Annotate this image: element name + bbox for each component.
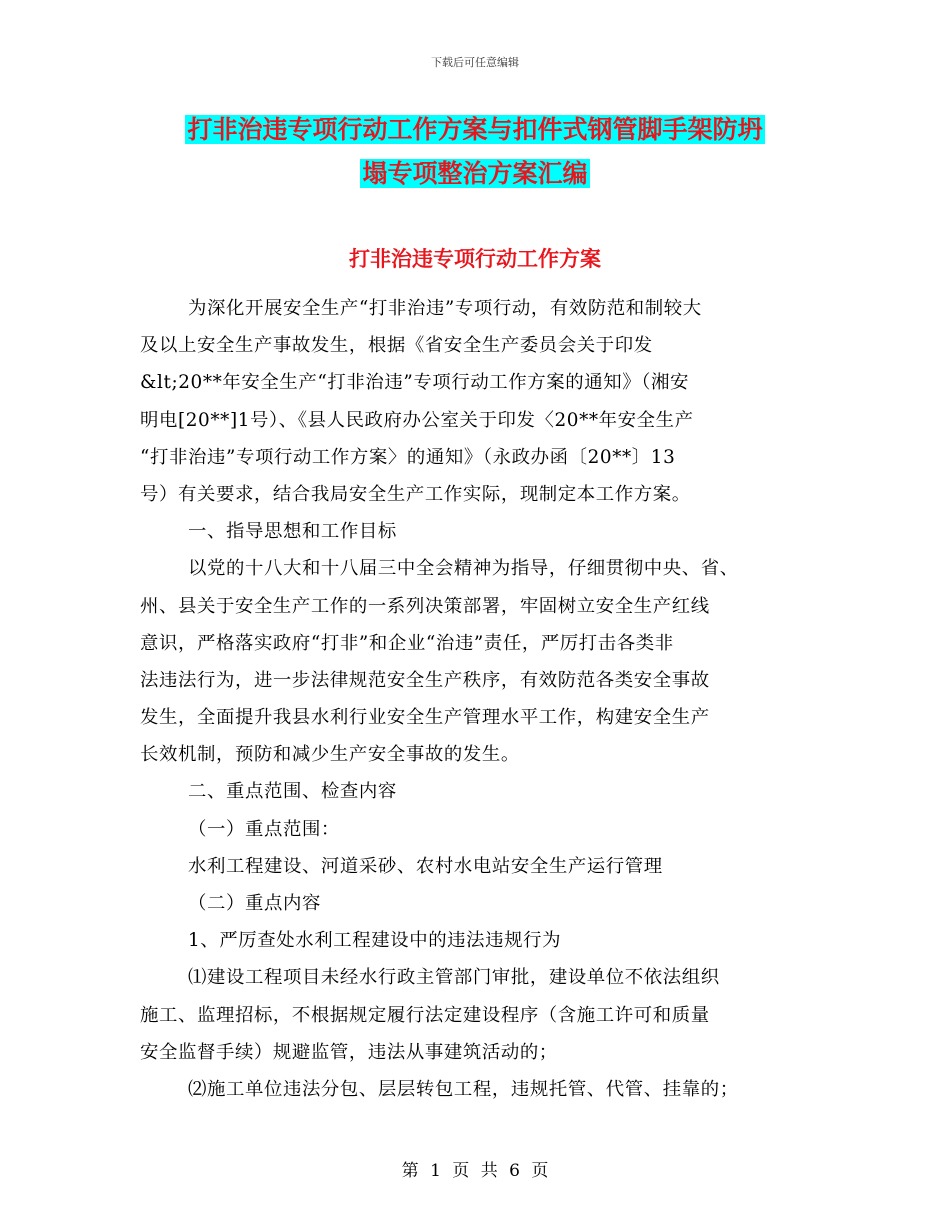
subheading: （一）重点范围： xyxy=(188,818,340,840)
heading-1: 一、指导思想和工作目标 xyxy=(188,521,397,543)
body-line: 为深化开展安全生产“打非治违”专项行动，有效防范和制较大 xyxy=(188,298,702,319)
list-item: ⑵施工单位违法分包、层层转包工程，违规托管、代管、挂靠的； xyxy=(188,1078,739,1100)
list-item: ⑴建设工程项目未经水行政主管部门审批，建设单位不依法组织 xyxy=(188,967,720,989)
body-line: 安全监督手续）规避监管，违法从事建筑活动的； xyxy=(140,1041,558,1063)
document-body xyxy=(140,290,815,1108)
body-line: “打非治违”专项行动工作方案〉的通知》（永政办函〔20**〕13 xyxy=(140,446,676,468)
body-line: 号）有关要求，结合我局安全生产工作实际，现制定本工作方案。 xyxy=(140,483,691,505)
page-footer: 第 1 页 共 6 页 xyxy=(401,1161,549,1181)
body-line: 意识，严格落实政府“打非”和企业“治违”责任，严厉打击各类非 xyxy=(140,632,674,654)
body-line: 水利工程建设、河道采砂、农村水电站安全生产运行管理 xyxy=(188,855,663,877)
body-line: &lt;20**年安全生产“打非治违”专项行动工作方案的通知》（湘安 xyxy=(140,372,690,394)
body-line: 及以上安全生产事故发生，根据《省安全生产委员会关于印发 xyxy=(140,335,653,357)
main-title-line-1 xyxy=(0,109,950,151)
main-title-line-1-text: 打非治违专项行动工作方案与扣件式钢管脚手架防坍 xyxy=(187,115,763,144)
body-line: 施工、监理招标，不根据规定履行法定建设程序（含施工许可和质量 xyxy=(140,1004,710,1026)
subheading: （二）重点内容 xyxy=(188,893,321,914)
body-line: 法违法行为，进一步法律规范安全生产秩序，有效防范各类安全事故 xyxy=(140,669,710,691)
header-note: 下载后可任意编辑 xyxy=(431,56,519,69)
heading-2: 二、重点范围、检查内容 xyxy=(188,781,397,803)
body-line: 州、县关于安全生产工作的一系列决策部署，牢固树立安全生产红线 xyxy=(140,595,710,617)
body-line: 长效机制，预防和减少生产安全事故的发生。 xyxy=(140,744,520,766)
body-line: 明电[20**]1号）、《县人民政府办公室关于印发〈20**年安全生产 xyxy=(140,409,694,431)
body-line: 以党的十八大和十八届三中全会精神为指导，仔细贯彻中央、省、 xyxy=(188,558,739,580)
main-title-line-2 xyxy=(0,153,950,195)
main-title-line-2-text: 塌专项整治方案汇编 xyxy=(362,159,588,188)
section-title: 打非治违专项行动工作方案 xyxy=(349,247,601,271)
body-line: 发生，全面提升我县水利行业安全生产管理水平工作，构建安全生产 xyxy=(140,707,710,729)
list-item: 1、严厉查处水利工程建设中的违法违规行为 xyxy=(188,930,562,952)
